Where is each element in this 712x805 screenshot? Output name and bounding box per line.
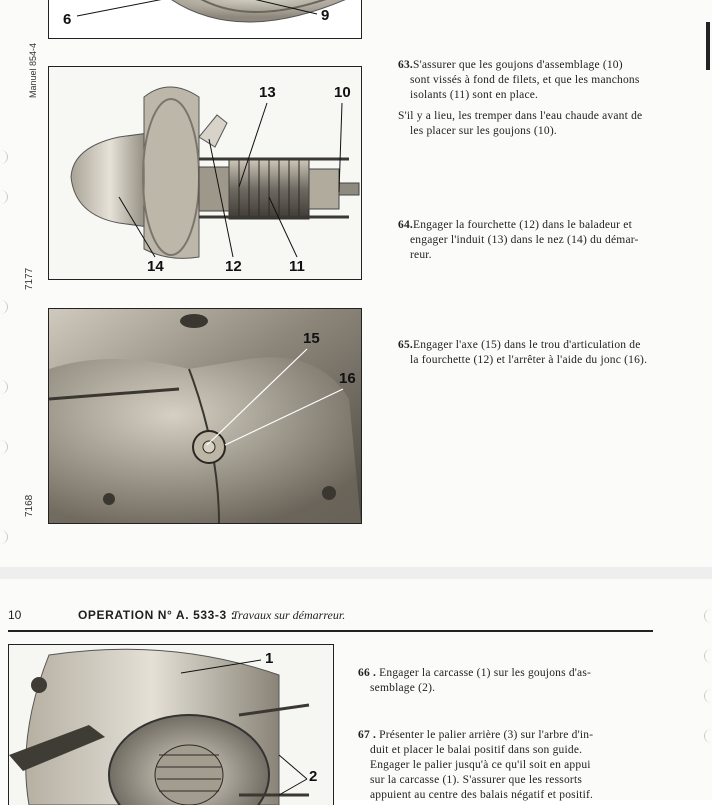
figure-armature-photo <box>49 67 361 279</box>
punch-hole <box>704 729 712 743</box>
step-63 <box>398 58 698 139</box>
edge-mark <box>706 22 710 70</box>
figure-code: 7168 <box>24 494 35 517</box>
punch-hole <box>0 380 8 394</box>
callout-10: 10 <box>334 84 351 101</box>
figure-top-partial <box>48 0 362 39</box>
callout-14: 14 <box>147 258 164 275</box>
callout-6: 6 <box>63 11 72 28</box>
callout-11: 11 <box>289 258 305 275</box>
callout-1: 1 <box>265 650 274 667</box>
step-text: S'il y a lieu, les tremper dans l'eau chaude avant de <box>398 110 643 122</box>
punch-hole <box>0 530 8 544</box>
punch-hole <box>0 440 8 454</box>
operation-title: OPERATION N° A. 533-3 : <box>78 608 236 622</box>
callout-15: 15 <box>303 330 320 347</box>
punch-hole <box>704 689 712 703</box>
step-text: duit et placer le balai positif dans son guide. <box>370 744 583 756</box>
step-number: 67 . <box>358 729 377 741</box>
step-text: Engager le palier jusqu'à ce qu'il soit en appui <box>370 759 591 771</box>
step-number: 64. <box>398 219 413 231</box>
step-text: Engager la fourchette (12) dans le baladeur et <box>412 219 632 231</box>
step-66 <box>358 666 658 696</box>
step-number: 65. <box>398 339 413 351</box>
page-gap <box>0 567 712 579</box>
step-text: sont vissés à fond de filets, et que les manchons <box>410 74 640 86</box>
step-text: les placer sur les goujons (10). <box>410 125 557 137</box>
step-number: 63. <box>398 59 413 71</box>
step-text: sur la carcasse (1). S'assurer que les ressorts <box>370 774 583 786</box>
figure-housing <box>48 308 362 524</box>
page-number: 10 <box>8 608 22 622</box>
figure-code: 7177 <box>24 267 35 290</box>
punch-hole <box>0 150 8 164</box>
step-text: Présenter le palier arrière (3) sur l'arbre d'in- <box>379 729 594 741</box>
figure-carcass <box>8 644 334 805</box>
manual-reference: Manuel 854-4 <box>28 42 38 98</box>
punch-hole <box>704 609 712 623</box>
step-text: appuient au centre des balais négatif et positif. <box>370 789 594 801</box>
figure-carcass-photo <box>9 645 333 805</box>
operation-subtitle: Travaux sur démarreur. <box>232 608 346 622</box>
step-text: S'assurer que les goujons d'assemblage (10) <box>412 59 623 71</box>
step-text: isolants (11) sont en place. <box>410 89 539 101</box>
callout-2: 2 <box>309 768 318 785</box>
step-number: 66 . <box>358 667 377 679</box>
punch-hole <box>0 300 8 314</box>
step-text: engager l'induit (13) dans le nez (14) du démar- <box>410 234 639 246</box>
callout-9: 9 <box>321 7 330 24</box>
step-64 <box>398 218 698 263</box>
step-text: la fourchette (12) et l'arrêter à l'aide du jonc (16). <box>410 354 648 366</box>
step-text: Engager l'axe (15) dans le trou d'articulation de <box>412 339 641 351</box>
callout-16: 16 <box>339 370 356 387</box>
callout-12: 12 <box>225 258 242 275</box>
figure-top-photo <box>49 0 361 38</box>
step-65 <box>398 338 708 368</box>
step-text: Engager la carcasse (1) sur les goujons d'as- <box>379 667 592 679</box>
punch-hole <box>704 649 712 663</box>
step-text: reur. <box>410 249 432 261</box>
figure-armature <box>48 66 362 280</box>
step-67 <box>358 728 658 803</box>
punch-hole <box>0 190 8 204</box>
step-text: semblage (2). <box>370 682 436 694</box>
callout-13: 13 <box>259 84 276 101</box>
